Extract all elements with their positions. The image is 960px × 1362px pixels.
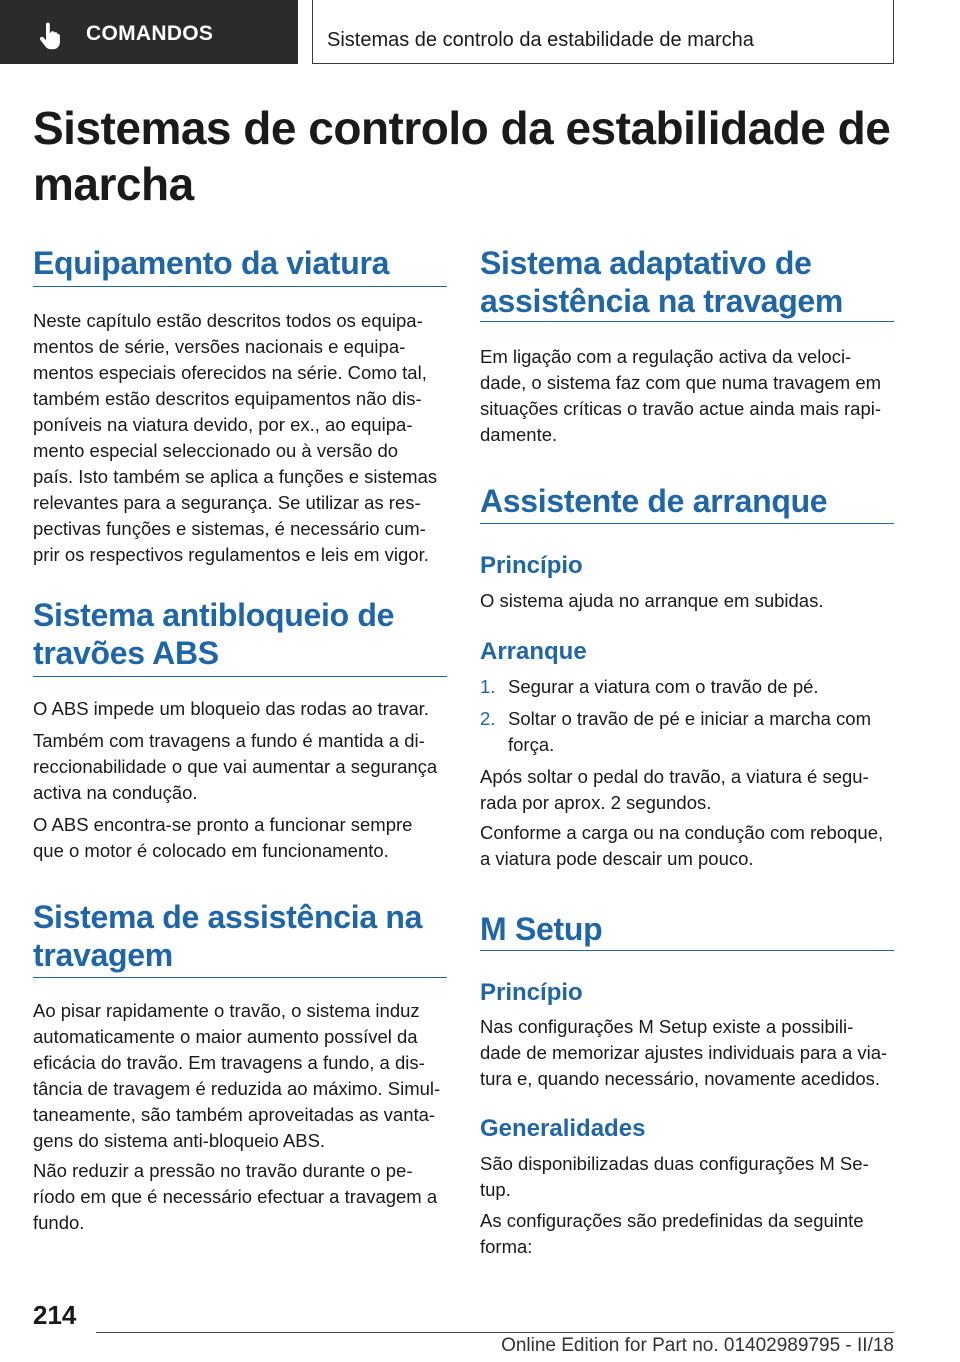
msetup-principle-text: Nas configurações M Setup existe a possibili- dade de memorizar ajustes individuais para a via- tura e, quando necessário, novamente acedidos. [480, 1016, 888, 1089]
list-item-number: 2. [480, 708, 496, 729]
general-heading: Generalidades [480, 1115, 646, 1142]
msetup-principle-heading: Princípio [480, 979, 583, 1006]
brake-assist-text-1: Ao pisar rapidamente o travão, o sistema induz automaticamente o maior aumento possível da eficácia do travão. Em travagens a fundo, a dis- tância de travagem é reduzida ao máximo. Simul- taneamente, são também aproveitadas as vanta- gens do sistema anti-bloqueio ABS. [33, 1000, 441, 1151]
heading-divider [480, 950, 894, 951]
chapter-tab-label: COMANDOS [86, 22, 214, 45]
list-item-text: Segurar a viatura com o travão de pé. [508, 676, 819, 697]
list-item-number: 1. [480, 676, 496, 697]
hand-pointer-icon [36, 22, 64, 50]
abs-heading: Sistema antibloqueio de travões ABS [33, 597, 395, 671]
principle-heading: Princípio [480, 552, 583, 579]
equipment-text: Neste capítulo estão descritos todos os equipa- mentos de série, versões nacionais e equipa- mentos especiais oferecidos na série. Como tal, também estão descritos equipamentos não dis- poníveis na viatura devido, por ex., ao equipa- mento especial seleccionado ou à versão do país. Isto também se aplica a funções e sistemas relevantes para a segurança. Se utilizar as res- pectivas funções e sistemas, é necessário cum- prir os respectivos regulamentos e leis em vigor. [33, 310, 438, 565]
heading-divider [33, 286, 447, 287]
page-number: 214 [33, 1300, 77, 1330]
adaptive-brake-text: Em ligação com a regulação activa da veloci- dade, o sistema faz com que numa travagem em situações críticas o travão actue ainda mais rapi- damente. [480, 346, 882, 445]
heading-divider [480, 523, 894, 524]
start-text-2: Conforme a carga ou na condução com reboque, a viatura pode descair um pouco. [480, 822, 884, 869]
equipment-heading: Equipamento da viatura [33, 245, 390, 281]
heading-divider [33, 977, 447, 978]
section-header-title: Sistemas de controlo da estabilidade de marcha [327, 29, 754, 51]
list-item [480, 674, 900, 700]
list-item [480, 706, 900, 758]
start-text-1: Após soltar o pedal do travão, a viatura é segu- rada por aprox. 2 segundos. [480, 766, 869, 813]
adaptive-brake-heading: Sistema adaptativo de assistência na travagem [480, 245, 844, 319]
general-text-1: São disponibilizadas duas configurações M Se- tup. [480, 1153, 869, 1200]
heading-divider [480, 321, 894, 322]
list-item-text: Soltar o travão de pé e iniciar a marcha com força. [508, 708, 871, 755]
general-text-2: As configurações são predefinidas da seguinte forma: [480, 1210, 864, 1257]
abs-text-1: O ABS impede um bloqueio das rodas ao travar. [33, 698, 429, 719]
section-header [312, 0, 894, 64]
start-assist-heading: Assistente de arranque [480, 483, 828, 519]
edition-note: Online Edition for Part no. 01402989795 - II/18 [501, 1335, 894, 1356]
chapter-tab[interactable] [0, 0, 298, 64]
brake-assist-text-2: Não reduzir a pressão no travão durante o pe- ríodo em que é necessário efectuar a travagem a fundo. [33, 1160, 438, 1233]
brake-assist-heading: Sistema de assistência na travagem [33, 899, 423, 973]
footer-divider [96, 1332, 894, 1333]
page-title: Sistemas de controlo da estabilidade de marcha [33, 102, 891, 210]
abs-text-3: O ABS encontra-se pronto a funcionar sempre que o motor é colocado em funcionamento. [33, 814, 413, 861]
msetup-heading: M Setup [480, 911, 603, 947]
abs-text-2: Também com travagens a fundo é mantida a di- reccionabilidade o que vai aumentar a segurança activa na condução. [33, 730, 438, 803]
principle-text: O sistema ajuda no arranque em subidas. [480, 590, 824, 611]
heading-divider [33, 676, 447, 677]
arranque-heading: Arranque [480, 638, 587, 665]
